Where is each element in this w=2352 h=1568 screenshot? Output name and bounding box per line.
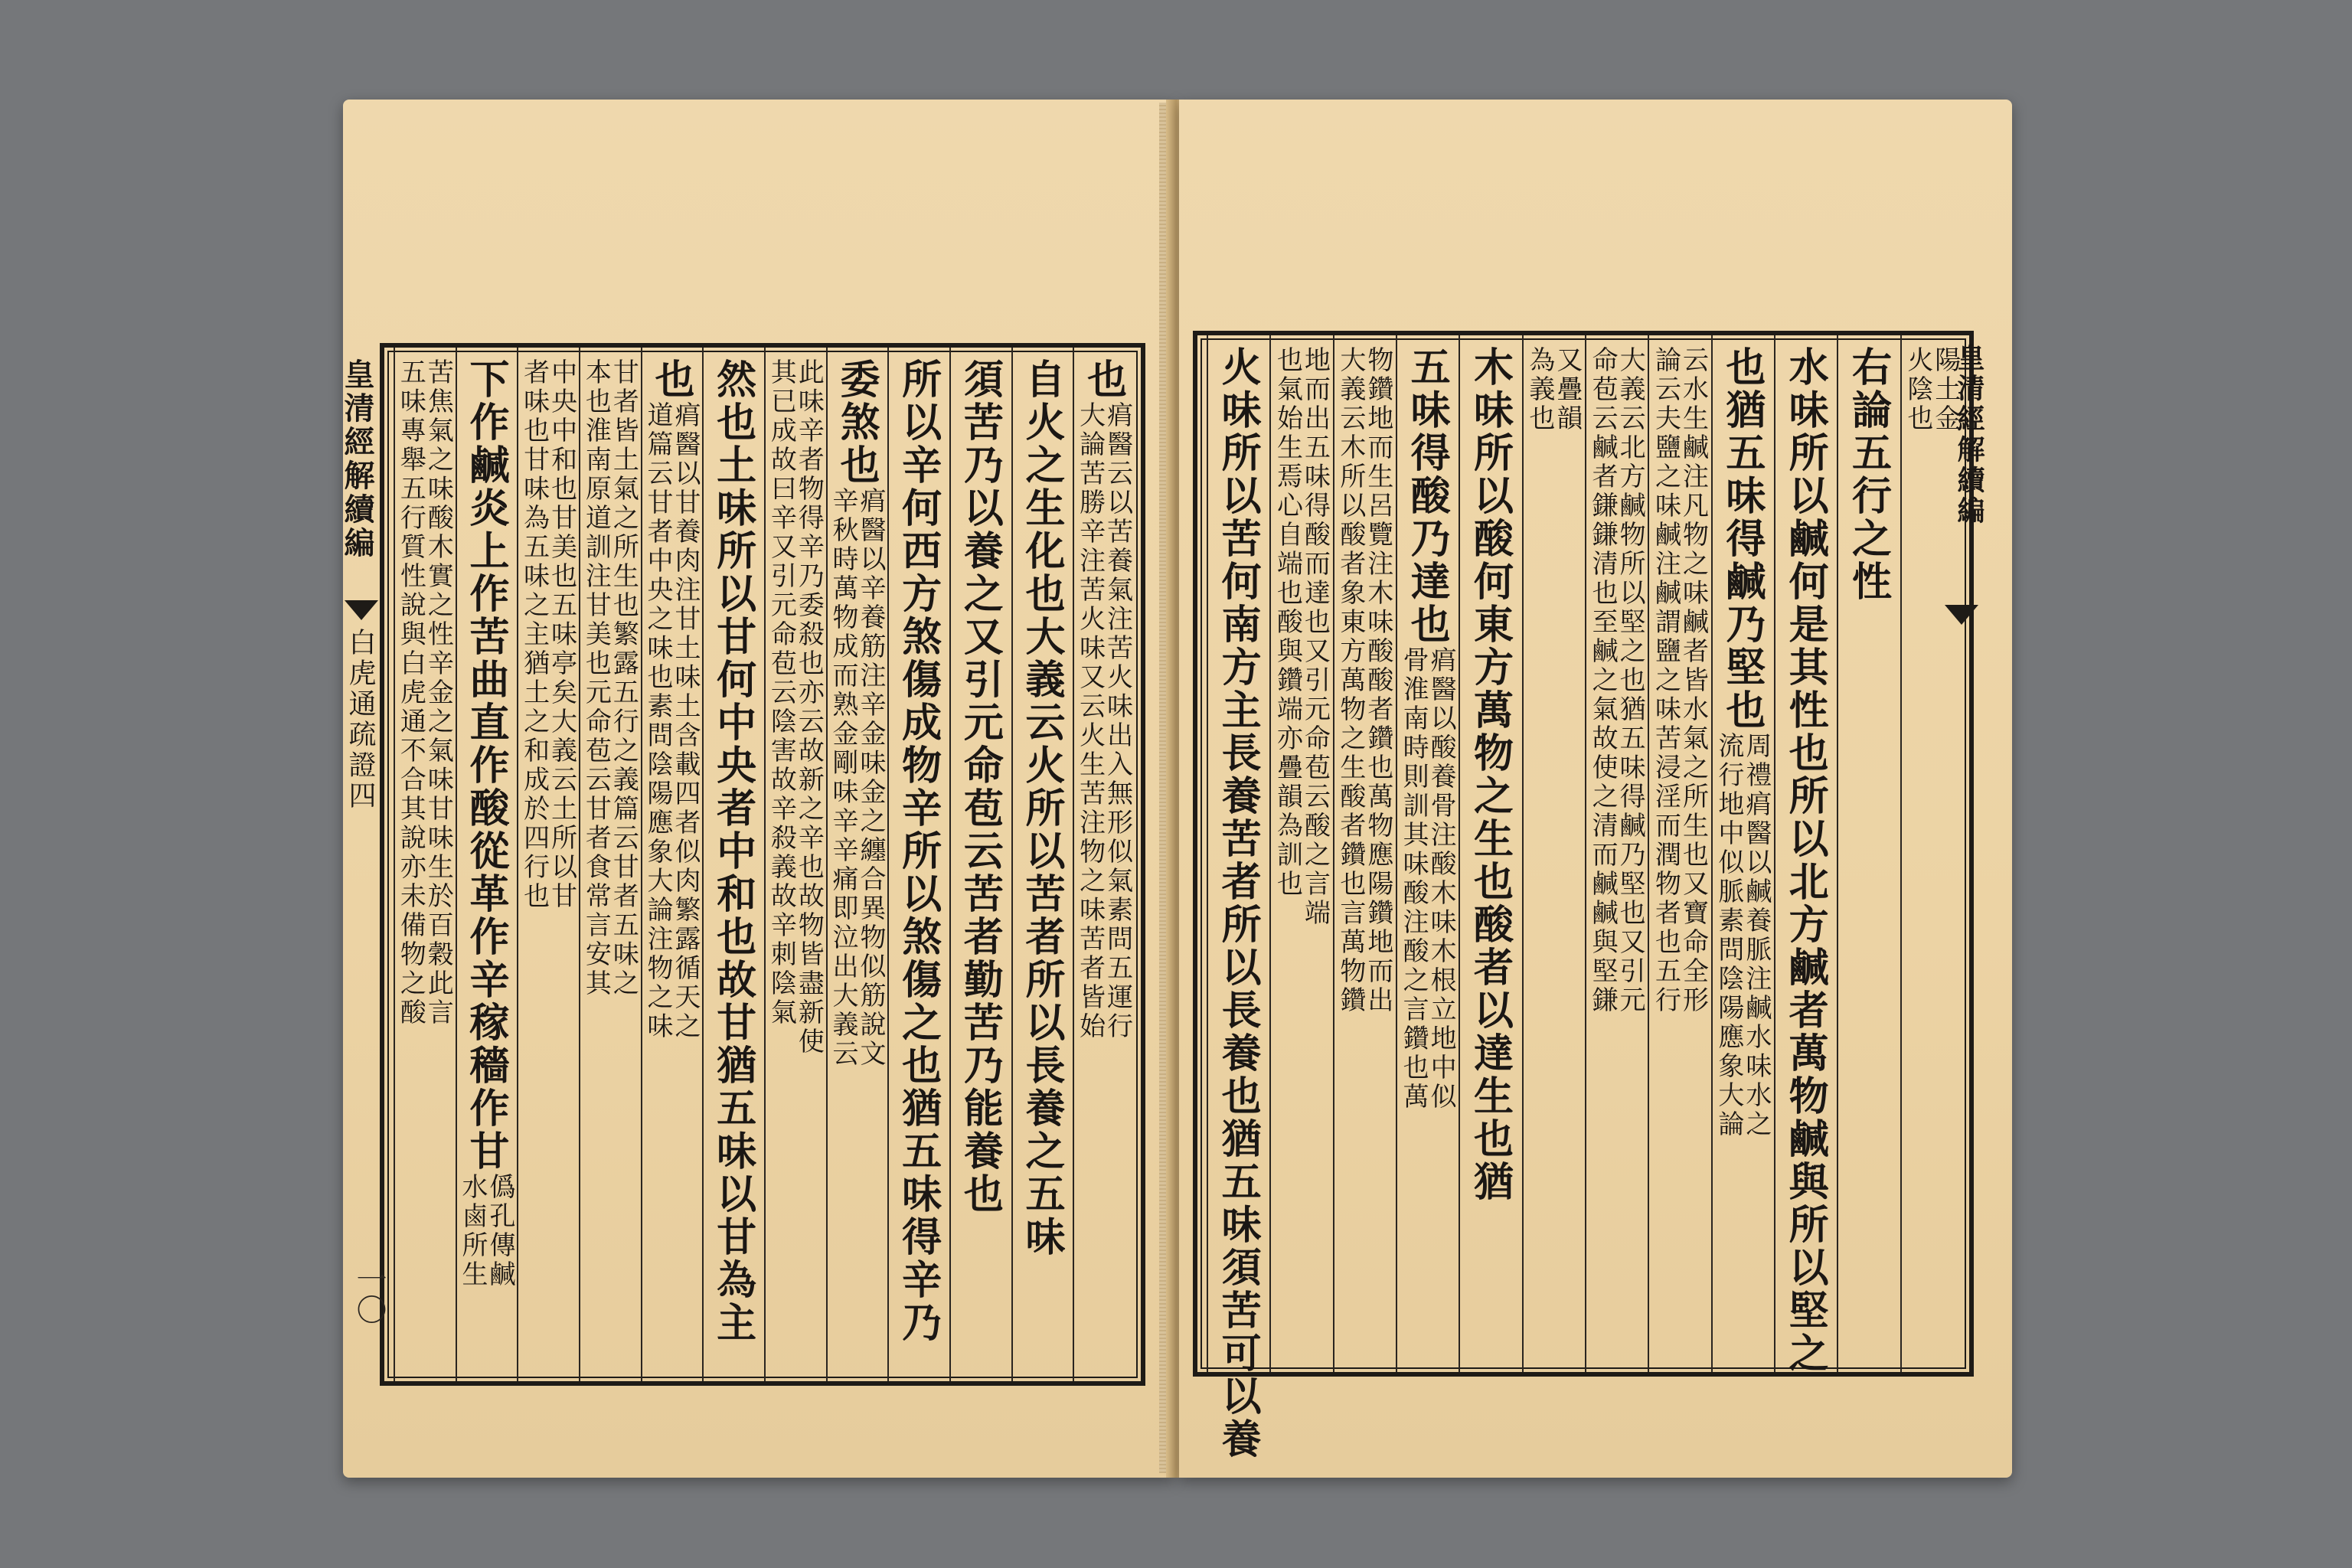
column-rule: [887, 348, 889, 1381]
main-text: 所以辛何西方煞傷成物辛所以煞傷之也猶五味得辛乃: [894, 358, 942, 1344]
column-rule: [1648, 335, 1649, 1372]
commentary-text: 大義云北方鹹物所以堅之也猶五味得鹹乃堅也又引元: [1615, 346, 1646, 1015]
main-text: 水味所以鹹何是其性也所以北方鹹者萬物鹹與所以堅之: [1782, 346, 1829, 1375]
commentary-text: 云水生鹹注凡物之味鹹者皆水氣之所生也又寶命全形: [1677, 346, 1709, 1015]
text-column: [829, 348, 887, 1381]
text-column: [582, 348, 639, 1381]
commentary-text: 地而出五味得酸而達也又引元命苞云酸之言端: [1299, 346, 1331, 928]
left-fishtail-mark: [345, 600, 378, 620]
left-margin-title: 皇清經解續編: [339, 358, 375, 560]
left-text-block: [380, 343, 1145, 1386]
commentary-text: 陽土金: [1929, 346, 1961, 433]
column-rule: [1333, 335, 1334, 1372]
main-text: 然也土味所以甘何中央者中和也故甘猶五味以甘為主: [709, 358, 756, 1344]
text-column: [1651, 335, 1709, 1372]
text-column: [1076, 348, 1133, 1381]
text-column: [1272, 335, 1331, 1372]
commentary-text: 甘者皆土氣之所生也繁露五行之義篇云甘者五味之: [608, 358, 639, 998]
right-fishtail-mark: [1945, 605, 1978, 625]
main-text: 火味所以苦何南方主長養苦者所以長養也猶五味須苦可以養: [1214, 346, 1262, 1461]
text-column: [644, 348, 701, 1381]
commentary-text: 㾓醫以酸養骨注酸木味木根立地中似: [1426, 646, 1457, 1112]
column-rule: [1585, 335, 1586, 1372]
commentary-text: 大義云木所以酸者象東方萬物之生酸者鑽也言萬物鑽: [1334, 346, 1366, 1015]
main-text: 也: [1080, 358, 1127, 401]
commentary-text: 辛秋時萬物成而熟金剛味辛辛痛即泣出大義云: [827, 487, 858, 1069]
commentary-text: 也氣始生焉心自端也酸與鑽端亦疊韻為訓也: [1272, 346, 1303, 899]
text-column: [1525, 335, 1583, 1372]
column-rule: [702, 348, 704, 1381]
column-rule: [1522, 335, 1524, 1372]
main-text: 自火之生化也大義云火所以苦者所以長養之五味: [1018, 358, 1065, 1259]
left-page: [339, 100, 1174, 1478]
column-rule: [1011, 348, 1013, 1381]
text-column: [1399, 335, 1457, 1372]
commentary-text: 苦焦氣之味酸木實之性辛金之氣味甘味生於百穀此言: [423, 358, 454, 1027]
commentary-text: 骨淮南時則訓其味酸注酸之言鑽也萬: [1398, 646, 1429, 1112]
text-column: [1840, 335, 1898, 1372]
text-column: [1714, 335, 1772, 1372]
commentary-text: 大論苦勝辛注苦火味又云火生苦注物之味苦者皆始: [1074, 401, 1106, 1041]
text-column: [705, 348, 763, 1381]
commentary-text: 五味專舉五行質性說與白虎通不合其說亦未備物之酸: [395, 358, 426, 1027]
text-column: [520, 348, 577, 1381]
commentary-text: 僞孔傳鹹: [484, 1173, 515, 1289]
main-text: 五味得酸乃達也: [1403, 346, 1451, 646]
text-column: [1336, 335, 1394, 1372]
main-text: 委煞也: [832, 358, 880, 487]
text-column: [1210, 335, 1268, 1461]
text-column: [397, 348, 454, 1381]
commentary-text: 物鑽地而生呂覽注木味酸酸者鑽也萬物應陽鑽地而出: [1362, 346, 1393, 1015]
column-rule: [1837, 335, 1838, 1372]
column-rule: [1459, 335, 1460, 1372]
commentary-text: 本也淮南原道訓注甘美也元命苞云甘者食常言安其: [580, 358, 612, 998]
column-rule: [1207, 335, 1208, 1372]
left-page-number: 一〇: [351, 1263, 387, 1325]
column-rule: [1774, 335, 1775, 1372]
commentary-text: 者味也甘味為五味之主猶土之和成於四行也: [518, 358, 550, 911]
main-text: 下作鹹炎上作苦曲直作酸從革作辛稼穡作甘: [462, 358, 509, 1173]
commentary-text: 為義也: [1524, 346, 1555, 433]
main-text: 也: [647, 358, 694, 401]
commentary-text: 流行地中似脈素問陰陽應象大論: [1713, 732, 1744, 1139]
commentary-text: 此味辛者物得辛乃委殺也亦云故新之辛也故物皆盡新使: [793, 358, 825, 1057]
text-column: [952, 348, 1010, 1381]
commentary-text: 命苞云鹹者鎌鎌清也至鹹之氣故使之清而鹹鹹與堅鎌: [1587, 346, 1619, 1015]
column-rule: [1900, 335, 1902, 1372]
column-rule: [1711, 335, 1713, 1372]
main-text: 木味所以酸何東方萬物之生也酸者以達生也猶: [1466, 346, 1514, 1204]
left-margin-subtitle: 白虎通疏證四: [345, 628, 376, 812]
main-text: 右論五行之性: [1844, 346, 1892, 603]
text-column: [1777, 335, 1835, 1375]
text-column: [1588, 335, 1646, 1372]
commentary-text: 又疊韻: [1551, 346, 1583, 433]
commentary-text: 㾓醫以甘養肉注甘土味土含載四者似肉繁露循天之: [669, 401, 701, 1041]
text-column: [890, 348, 948, 1381]
main-text: 須苦乃以養之又引元命苞云苦者勤苦乃能養也: [956, 358, 1004, 1216]
column-rule: [1396, 335, 1397, 1372]
right-margin-title: 皇清經解續編: [1953, 343, 1985, 527]
text-column: [767, 348, 825, 1381]
column-rule: [1269, 335, 1271, 1372]
text-column: [456, 348, 516, 1381]
commentary-text: 水鹵所生: [456, 1173, 488, 1289]
right-page: [1179, 100, 2012, 1478]
commentary-text: 道篇云甘者中央之味也素問陰陽應象大論注物之味: [642, 401, 673, 1041]
commentary-text: 㾓醫云以苦養氣注苦火味出入無形似氣素問五運行: [1102, 401, 1133, 1041]
column-rule: [949, 348, 951, 1381]
commentary-text: 㾓醫以辛養筋注辛金味金之纏合異物似筋說文: [854, 487, 886, 1069]
book-spread: [339, 92, 2012, 1493]
text-column: [1014, 348, 1072, 1381]
commentary-text: 火陰也: [1902, 346, 1933, 433]
commentary-text: 中央中和也甘美也五味亭矣大義云土所以甘: [546, 358, 577, 911]
commentary-text: 周禮㾓醫以鹹養脈注鹹水味水之: [1740, 732, 1772, 1139]
right-text-block: [1193, 331, 1974, 1461]
text-column: [1462, 335, 1520, 1372]
commentary-text: 論云夫鹽之味鹹注鹹謂鹽之味苦浸淫而潤物者也五行: [1650, 346, 1681, 1015]
commentary-text: 其已成故曰辛又引元命苞云陰害故辛殺義故辛刺陰氣: [766, 358, 797, 1027]
main-text: 也猶五味得鹹乃堅也: [1718, 346, 1766, 732]
